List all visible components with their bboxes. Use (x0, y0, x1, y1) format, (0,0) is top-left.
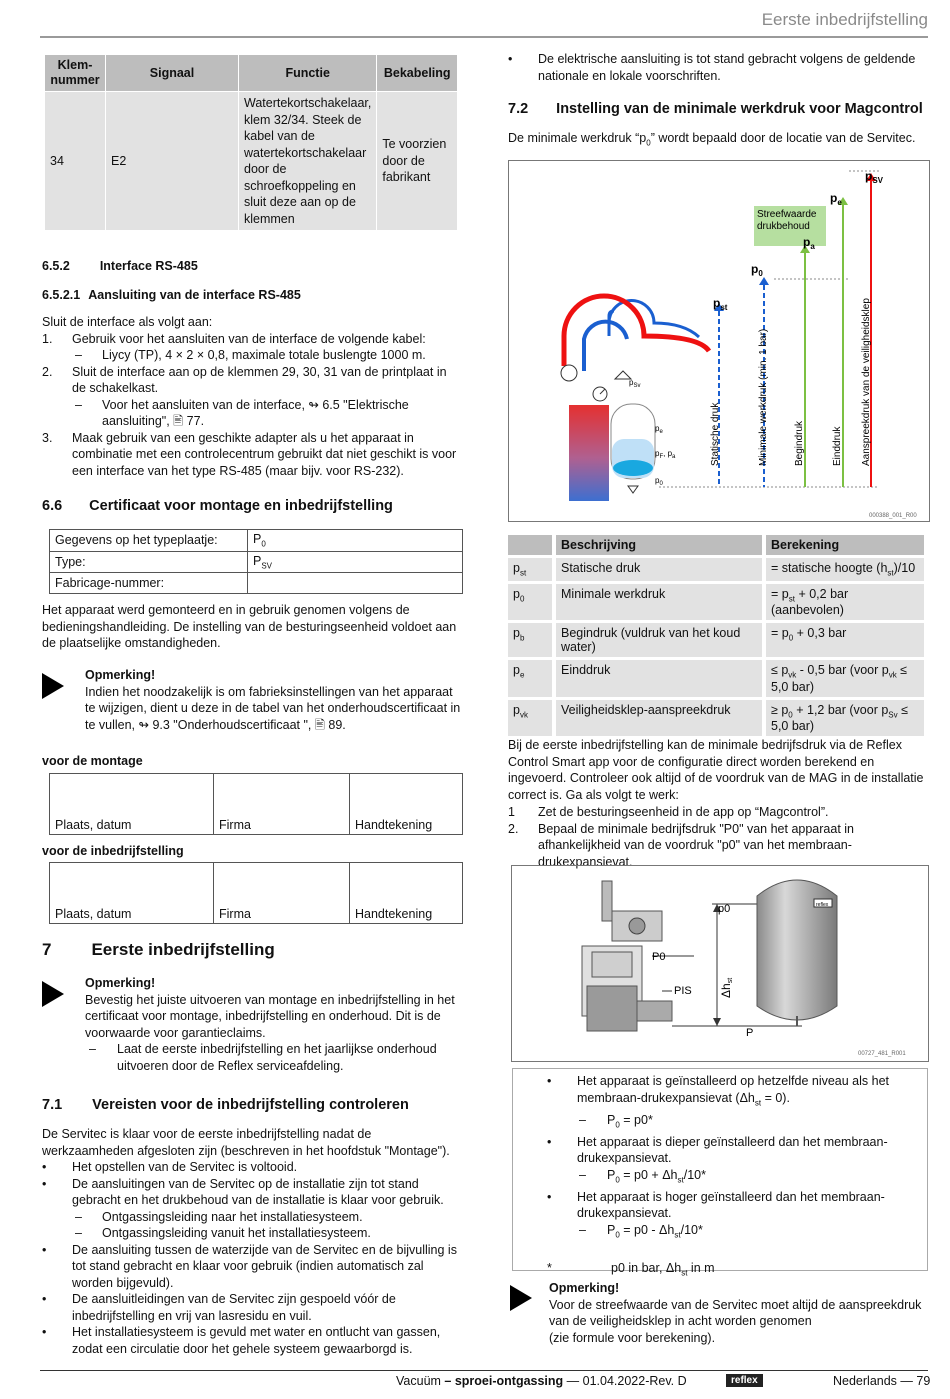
label-dh: Δhst (719, 977, 734, 998)
col-header: Beschrijving (554, 535, 764, 557)
row-label: Gegevens op het typeplaatje: (50, 530, 248, 552)
section-title: Aansluiting van de interface RS-485 (88, 288, 301, 302)
col-header: Functie (239, 55, 377, 92)
footnote: * p0 in bar, $\Delta h_{st}$ in m (547, 1260, 715, 1277)
section-number: 7 (42, 940, 52, 959)
paragraph: De Servitec is klaar voor de eerste inbedrijfstelling nadat de werkzaamheden afgesloten zijn (beschreven in het hoofdstuk "Montage"). (42, 1127, 450, 1158)
desc-cell: Einddruk (554, 659, 764, 699)
sig-cell-place-date[interactable]: Plaats, datum (50, 863, 214, 924)
note-arrow-icon (42, 673, 64, 699)
brand-logo: reflex (726, 1374, 763, 1387)
table-row (508, 622, 924, 659)
formula: – $P_0 = p0*$ (579, 1112, 653, 1129)
calculation-table (508, 535, 924, 739)
list-item: • De aansluitleidingen van de Servitec zijn gespoeld vóór de inbedrijfstelling en vrij van lasresidu en vuil. (42, 1292, 396, 1323)
list-item: 1 Zet de besturingseenheid in de app op “Magcontrol”. (508, 805, 829, 819)
symbol-cell: $p_0$ (508, 582, 554, 622)
calc-cell: ≤ $p_{vk} - 0,5$ bar (voor $p_{vk} \le 5,0$ bar) (764, 659, 924, 699)
section-number: 7.1 (42, 1097, 63, 1113)
brand-label: reflex (816, 902, 829, 908)
table-cell: 34 (45, 92, 106, 231)
calc-cell: = $p_{st} + 0,2$ bar (aanbevolen) (764, 582, 924, 622)
table-row (508, 659, 924, 699)
label-pe: $p_e$ (830, 191, 842, 207)
note-title: Opmerking! (549, 1281, 620, 1295)
s72-intro: De minimale werkdruk “$p_0$” wordt bepaald door de locatie van de Servitec. (508, 131, 916, 148)
note-arrow-icon (510, 1285, 532, 1311)
section-title: Eerste inbedrijfstelling (91, 940, 275, 959)
desc-cell: Veiligheidsklep-aanspreekdruk (554, 698, 764, 738)
list-item: • Het apparaat is dieper geïnstalleerd dan het membraan-drukexpansievat. (547, 1134, 888, 1165)
row-label: Type: (50, 551, 248, 573)
section-title: Vereisten voor de inbedrijfstelling controleren (92, 1097, 409, 1113)
list-item: – Voor het aansluiten van de interface, ↬ 6.5 "Elektrische aansluiting", 🖹 77. (75, 397, 409, 428)
formula: – $P_0 = p0 + \Delta h_{st}/10*$ (579, 1167, 706, 1184)
label-small-pf: $p_F$, $p_a$ (655, 449, 676, 460)
label-psv: $p_{SV}$ (865, 169, 884, 185)
sig-cell-company[interactable]: Firma (214, 774, 350, 835)
heading-7 (42, 940, 275, 960)
commission-title: voor de inbedrijfstelling (42, 844, 184, 858)
signature-table-commission (49, 862, 463, 924)
figure-id: 000388_001_R00 (869, 513, 917, 519)
vlabel-min: Minimale werkdruk (min. 1 bar) (758, 328, 769, 466)
heading-72 (508, 101, 923, 117)
section-number: 6.5.2 (42, 259, 70, 273)
sig-cell-signature[interactable]: Handtekening (350, 863, 463, 924)
list-item: • Het installatiesysteem is gevuld met water en ontlucht van gassen, zodat een circulatie door het gehele systeem gewaarborgd is. (42, 1325, 441, 1356)
cases-box (512, 1068, 928, 1277)
label-P0: P0 (652, 951, 666, 963)
symbol-cell: $p_e$ (508, 659, 554, 699)
heading-6521 (42, 288, 301, 302)
installation-diagram (511, 865, 929, 1062)
table-cell: E2 (106, 92, 239, 231)
rs485-instructions (42, 314, 462, 479)
symbol-cell: $p_{st}$ (508, 557, 554, 583)
vlabel-begin: Begindruk (794, 420, 805, 466)
heading-66 (42, 498, 393, 514)
formula: – $P_0 = p0 - \Delta h_{st}/10*$ (579, 1222, 703, 1239)
sig-cell-signature[interactable]: Handtekening (350, 774, 463, 835)
col-header: Berekening (764, 535, 924, 557)
list-item: • Het apparaat is geïnstalleerd op hetzelfde niveau als het membraan-drukexpansievat $(\Delta h_{st} = 0)$. (547, 1074, 890, 1107)
label-small-p0: $p_0$ (655, 476, 663, 487)
signal-table (44, 54, 458, 231)
note-text: Voor de streefwaarde van de Servitec moet altijd de aanspreekdruk van de veiligheidsklep in acht worden genomen (zie formule voor berekening). (549, 1297, 922, 1345)
section-title: Instelling van de minimale werkdruk voor Magcontrol (556, 101, 923, 117)
after-calc-text: Bij de eerste inbedrijfstelling kan de minimale bedrijfsdruk via de Reflex Control Smart app voor de configuratie direct worden berekend en ingevoerd. Controleer ook altijd of de voordruk van de MAG in de installatie correct is. Ga als volgt te werk: (508, 738, 924, 802)
mount-title: voor de montage (42, 754, 143, 768)
requirements-cont (508, 51, 928, 84)
note-text: Bevestig het juiste uitvoeren van montage en inbedrijfstelling in het certificaat voor montage, inbedrijfstelling en onderhoud. Dit is de voorwaarde voor garantieclaims. (85, 992, 455, 1040)
label-p0: $p_0$ (751, 262, 763, 278)
note-title: Opmerking! (85, 668, 156, 682)
sig-cell-company[interactable]: Firma (214, 863, 350, 924)
label-pa: $p_a$ (803, 235, 815, 251)
label-pst: $p_{st}$ (713, 296, 728, 312)
row-label: Fabricage-nummer: (50, 573, 248, 594)
col-header: Signaal (106, 55, 239, 92)
note-1 (85, 667, 461, 733)
list-item: – Laat de eerste inbedrijfstelling en het jaarlijkse onderhoud uitvoeren door de Reflex serviceafdeling. (89, 1042, 437, 1073)
svg-text:drukbehoud: drukbehoud (757, 221, 810, 232)
label-small-psv: $p_{Sv}$ (629, 378, 641, 389)
calc-cell: ≥ $p_0 + 1,2$ bar (voor $p_{Sv} \le 5,0$ bar) (764, 698, 924, 738)
symbol-cell: $p_b$ (508, 622, 554, 659)
section-title: Certificaat voor montage en inbedrijfstelling (89, 498, 393, 514)
buffer-tank (569, 405, 609, 501)
sig-cell-place-date[interactable]: Plaats, datum (50, 774, 214, 835)
list-item: • Het opstellen van de Servitec is voltooid. (42, 1160, 298, 1174)
label-p0: p0 (718, 903, 731, 915)
label-P: P (746, 1027, 754, 1039)
pressure-diagram-svg (509, 161, 929, 521)
note-title: Opmerking! (85, 976, 156, 990)
list-item: • De elektrische aansluiting is tot stand gebracht volgens de geldende nationale en lokale voorschriften. (508, 52, 916, 83)
list-item: – Ontgassingsleiding naar het installatiesysteem. (75, 1209, 363, 1224)
paragraph: Sluit de interface als volgt aan: (42, 315, 213, 329)
table-row (508, 698, 924, 738)
requirements (42, 1126, 462, 1357)
setpoint-label: Streefwaarde (757, 209, 817, 220)
section-number: 6.5.2.1 (42, 288, 81, 302)
section-title: Interface RS-485 (99, 259, 198, 273)
row-value (248, 573, 463, 594)
desc-cell: Minimale werkdruk (554, 582, 764, 622)
typeplate-table (49, 529, 463, 594)
row-value: $P_0$ (248, 530, 463, 552)
vlabel-static: Statische druk (710, 402, 721, 466)
label-small-pe: $p_e$ (655, 424, 663, 435)
calc-cell: = $p_0 + 0,3$ bar (764, 622, 924, 659)
footer-doc: Vacuüm – sproei-ontgassing — 01.04.2022-Rev. D (396, 1374, 687, 1388)
note-2 (85, 975, 461, 1074)
col-header (508, 535, 554, 557)
list-item: 1. Gebruik voor het aansluiten van de interface de volgende kabel: (42, 331, 426, 346)
header-rule (40, 36, 928, 38)
list-item: • De aansluitingen van de Servitec op de installatie zijn tot stand gebracht en het drukbehoud van de installatie is klaar voor gebruik. (42, 1176, 444, 1207)
desc-cell: Begindruk (vuldruk van het koud water) (554, 622, 764, 659)
list-item: • Het apparaat is hoger geïnstalleerd dan het membraan-drukexpansievat. (547, 1189, 885, 1220)
signature-table-mount (49, 773, 463, 835)
cert-text: Het apparaat werd gemonteerd en in gebruik genomen volgens de bedieningshandleiding. De instelling van de besturingseenheid voldoet aan de plaatselijke omstandigheden. (42, 603, 457, 650)
symbol-cell: $p_{vk}$ (508, 698, 554, 738)
row-value: $P_{SV}$ (248, 551, 463, 573)
table-cell: Te voorzien door de fabrikant (377, 92, 458, 231)
list-item: – Ontgassingsleiding vanuit het installatiesysteem. (75, 1226, 371, 1240)
footer-page: Nederlands — 79 (833, 1374, 931, 1388)
calc-cell: = statische hoogte $(h_{st})/10$ (764, 557, 924, 583)
list-item: 2. Bepaal de minimale bedrijfsdruk "P0" van het apparaat in afhankelijkheid van de voordruk "p0" van het membraan-drukexpansievat. (508, 821, 855, 869)
pressure-diagram (508, 160, 930, 522)
figure-id: 00727_481_R001 (858, 1051, 906, 1057)
note-3 (549, 1280, 927, 1346)
note-arrow-icon (42, 981, 64, 1007)
running-title: Eerste inbedrijfstelling (761, 10, 928, 29)
vlabel-end: Einddruk (832, 426, 843, 466)
heading-652 (42, 259, 198, 273)
table-row (508, 582, 924, 622)
heading-71 (42, 1097, 409, 1113)
desc-cell: Statische druk (554, 557, 764, 583)
vlabel-valve: Aanspreekdruk van de veiligheidsklep (861, 298, 872, 466)
pipe (584, 322, 627, 371)
label-PIS: PIS (674, 985, 692, 997)
list-item: 3. Maak gebruik van een geschikte adapter als u het apparaat in combinatie met een controlecentrum gebruikt dat niet geschikt is voor een interface van het type RS-485 (maar bijv. voor RS-232). (42, 430, 457, 478)
note-text: Indien het noodzakelijk is om fabrieksinstellingen van het apparaat te wijzigen, dient u deze in de tabel van het onderhoudscertificaat in te vullen, ↬ 9.3 "Onderhoudscertificaat ", 🖹 89. (85, 684, 461, 732)
list-item: – Liycy (TP), 4 × 2 × 0,8, maximale totale buslengte 1000 m. (75, 348, 426, 362)
steps (508, 804, 928, 870)
section-number: 7.2 (508, 101, 529, 117)
table-row (508, 557, 924, 583)
cases-list (547, 1073, 919, 1282)
col-header: Bekabeling (377, 55, 458, 92)
col-header: Klem- nummer (45, 55, 106, 92)
table-cell: Watertekortschakelaar, klem 32/34. Steek de kabel van de watertekortschakelaar door de schroefkoppeling en sluit deze aan op de klemmen (239, 92, 377, 231)
list-item: 2. Sluit de interface aan op de klemmen 29, 30, 31 van de printplaat in de schakelkast. (42, 364, 447, 395)
pump-icon (561, 365, 577, 381)
list-item: • De aansluiting tussen de waterzijde van de Servitec en de bijvulling is tot stand gebracht en klaar voor gebruik (indien automatisch zal worden bijgevuld). (42, 1242, 457, 1290)
footer-rule (40, 1370, 928, 1371)
installation-diagram-svg (512, 866, 928, 1061)
section-number: 6.6 (42, 498, 63, 514)
